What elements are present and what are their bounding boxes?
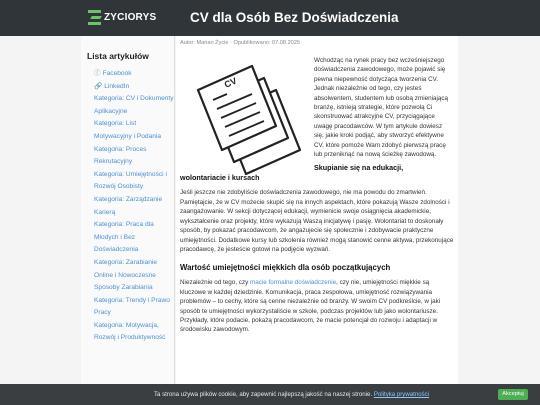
logo-text: ZYCIORYS xyxy=(104,12,157,23)
sidebar-item-motywacja[interactable]: Kategoria: Motywacja, Rozwój i Produktywność xyxy=(94,321,166,342)
privacy-policy-link[interactable]: Polityka prywatności xyxy=(373,391,430,398)
link-icon: 🔗 xyxy=(94,82,103,90)
top-bar xyxy=(0,0,540,36)
sidebar-item-linkedin[interactable]: 🔗 LinkedIn xyxy=(94,82,130,90)
sidebar-list xyxy=(87,68,174,345)
inline-link-experience[interactable]: macie formalne doświadczenie xyxy=(250,279,337,287)
sidebar-item-trendy-prawo[interactable]: Kategoria: Trendy i Prawo Pracy xyxy=(94,296,170,317)
section-heading-soft-skills: Wartość umiejętności miękkich dla osób początkujących xyxy=(180,263,391,273)
cv-documents-illustration xyxy=(190,56,310,176)
section-heading-education: Skupianie się na edukacji, wolontariacie i kursach xyxy=(180,163,404,183)
sidebar-item-umiejetnosci[interactable]: Kategoria: Umiejętności i Rozwój Osobisty xyxy=(94,170,167,191)
sidebar-item-proces-rekrutacyjny[interactable]: Kategoria: Proces Rekrutacyjny xyxy=(94,145,147,166)
article-meta: Autor: Marian Życie · Opublikowano: 07.08.2025 xyxy=(180,40,301,46)
sidebar-item-cv[interactable]: Kategoria: CV i Dokumenty Aplikacyjne xyxy=(94,95,174,115)
cookie-text: Ta strona używa plików cookie, aby zapewnić najlepszą jakość na naszej stronie. Polityka prywatności xyxy=(154,391,430,398)
page-title: CV dla Osób Bez Doświadczenia xyxy=(190,10,399,25)
facebook-icon: ⓕ xyxy=(94,70,101,77)
paragraph-soft-skills: Niezależnie od tego, czy macie formalne doświadczenie, czy nie, umiejętności miękkie są kluczowe w każdej dziedzinie. Komunikacja, praca zespołowa, umiejętność rozwiązywania problemów – to cechy, które są cenne niezależnie od branży. W swoim CV podkreślcie, w jaki sposób te umiejętności wykorzystaliście w szkole, podczas projektów lub jako wolontariusze. Przykłady, które podacie, pokażą pracodawcom, że macie potencjał do rozwoju i adaptacji w środowisku zawodowym. xyxy=(180,279,441,334)
article xyxy=(176,36,458,405)
sidebar-item-praca-mlodych[interactable]: Kategoria: Praca dla Młodych i Bez Doświadczenia xyxy=(94,221,154,254)
cookie-banner xyxy=(0,384,540,405)
sidebar-item-zarzadzanie-kariera[interactable]: Kategoria: Zarządzanie Karierą xyxy=(94,195,163,216)
cookie-accept-button[interactable]: Akceptuj xyxy=(498,389,528,400)
sidebar-item-list-motywacyjny[interactable]: Kategoria: List Motywacyjny i Podania xyxy=(94,120,162,140)
sidebar-item-facebook[interactable]: ⓕ Facebook xyxy=(94,70,132,77)
sidebar xyxy=(81,36,175,405)
paragraph-education: Jeśli jeszcze nie zdobyliście doświadczenia zawodowego, nie ma powodu do zmartwień. Pamiętajcie, że w CV możecie skupić się na innych aspektach, które pokazują Wasze zdolności i zaangażowanie. W sekcji dotyczącej edukacji, wymienicie swoje osiągnięcia akademickie, wykształcenie oraz projekty, które wykazują Waszą inicjatywę i pasję. Wolontariat to doskonały sposób, by pokazać pracodawcom, że angażujecie się społecznie i zdobywacie praktyczne umiejętności. Dodatkowe kursy lub szkolenia również mogą stanowić cenne aktywa, przekonujące pracodawcę, że jesteście gotowi na podjęcie wyzwań. xyxy=(180,189,454,253)
site-logo[interactable] xyxy=(88,10,156,25)
article-intro: Wchodząc na rynek pracy bez wcześniejszego doświadczenia zawodowego, może pojawić się pewna niepewność dotycząca tworzenia CV. Jednak niezależnie od tego, czy jesteś absolwentem, studentem lub osobą zmieniającą branżę, istnieją strategie, które pozwolą Ci skonstruować atrakcyjne CV, przyciągające uwagę pracodawców. W tym artykule dowiesz się, jakie kroki podjąć, aby stworzyć efektywne CV, które pomoże Wam zdobyć pierwszą pracę lub przeniknąć na nową ścieżkę zawodową. xyxy=(314,57,449,159)
logo-icon xyxy=(88,10,101,25)
sidebar-heading: Lista artykułów xyxy=(87,51,149,61)
sidebar-item-zarabianie-online[interactable]: Kategoria: Zarabianie Online i Nowoczesne Sposoby Zarabiania xyxy=(94,258,158,292)
hero-cv-label: CV xyxy=(222,75,239,90)
